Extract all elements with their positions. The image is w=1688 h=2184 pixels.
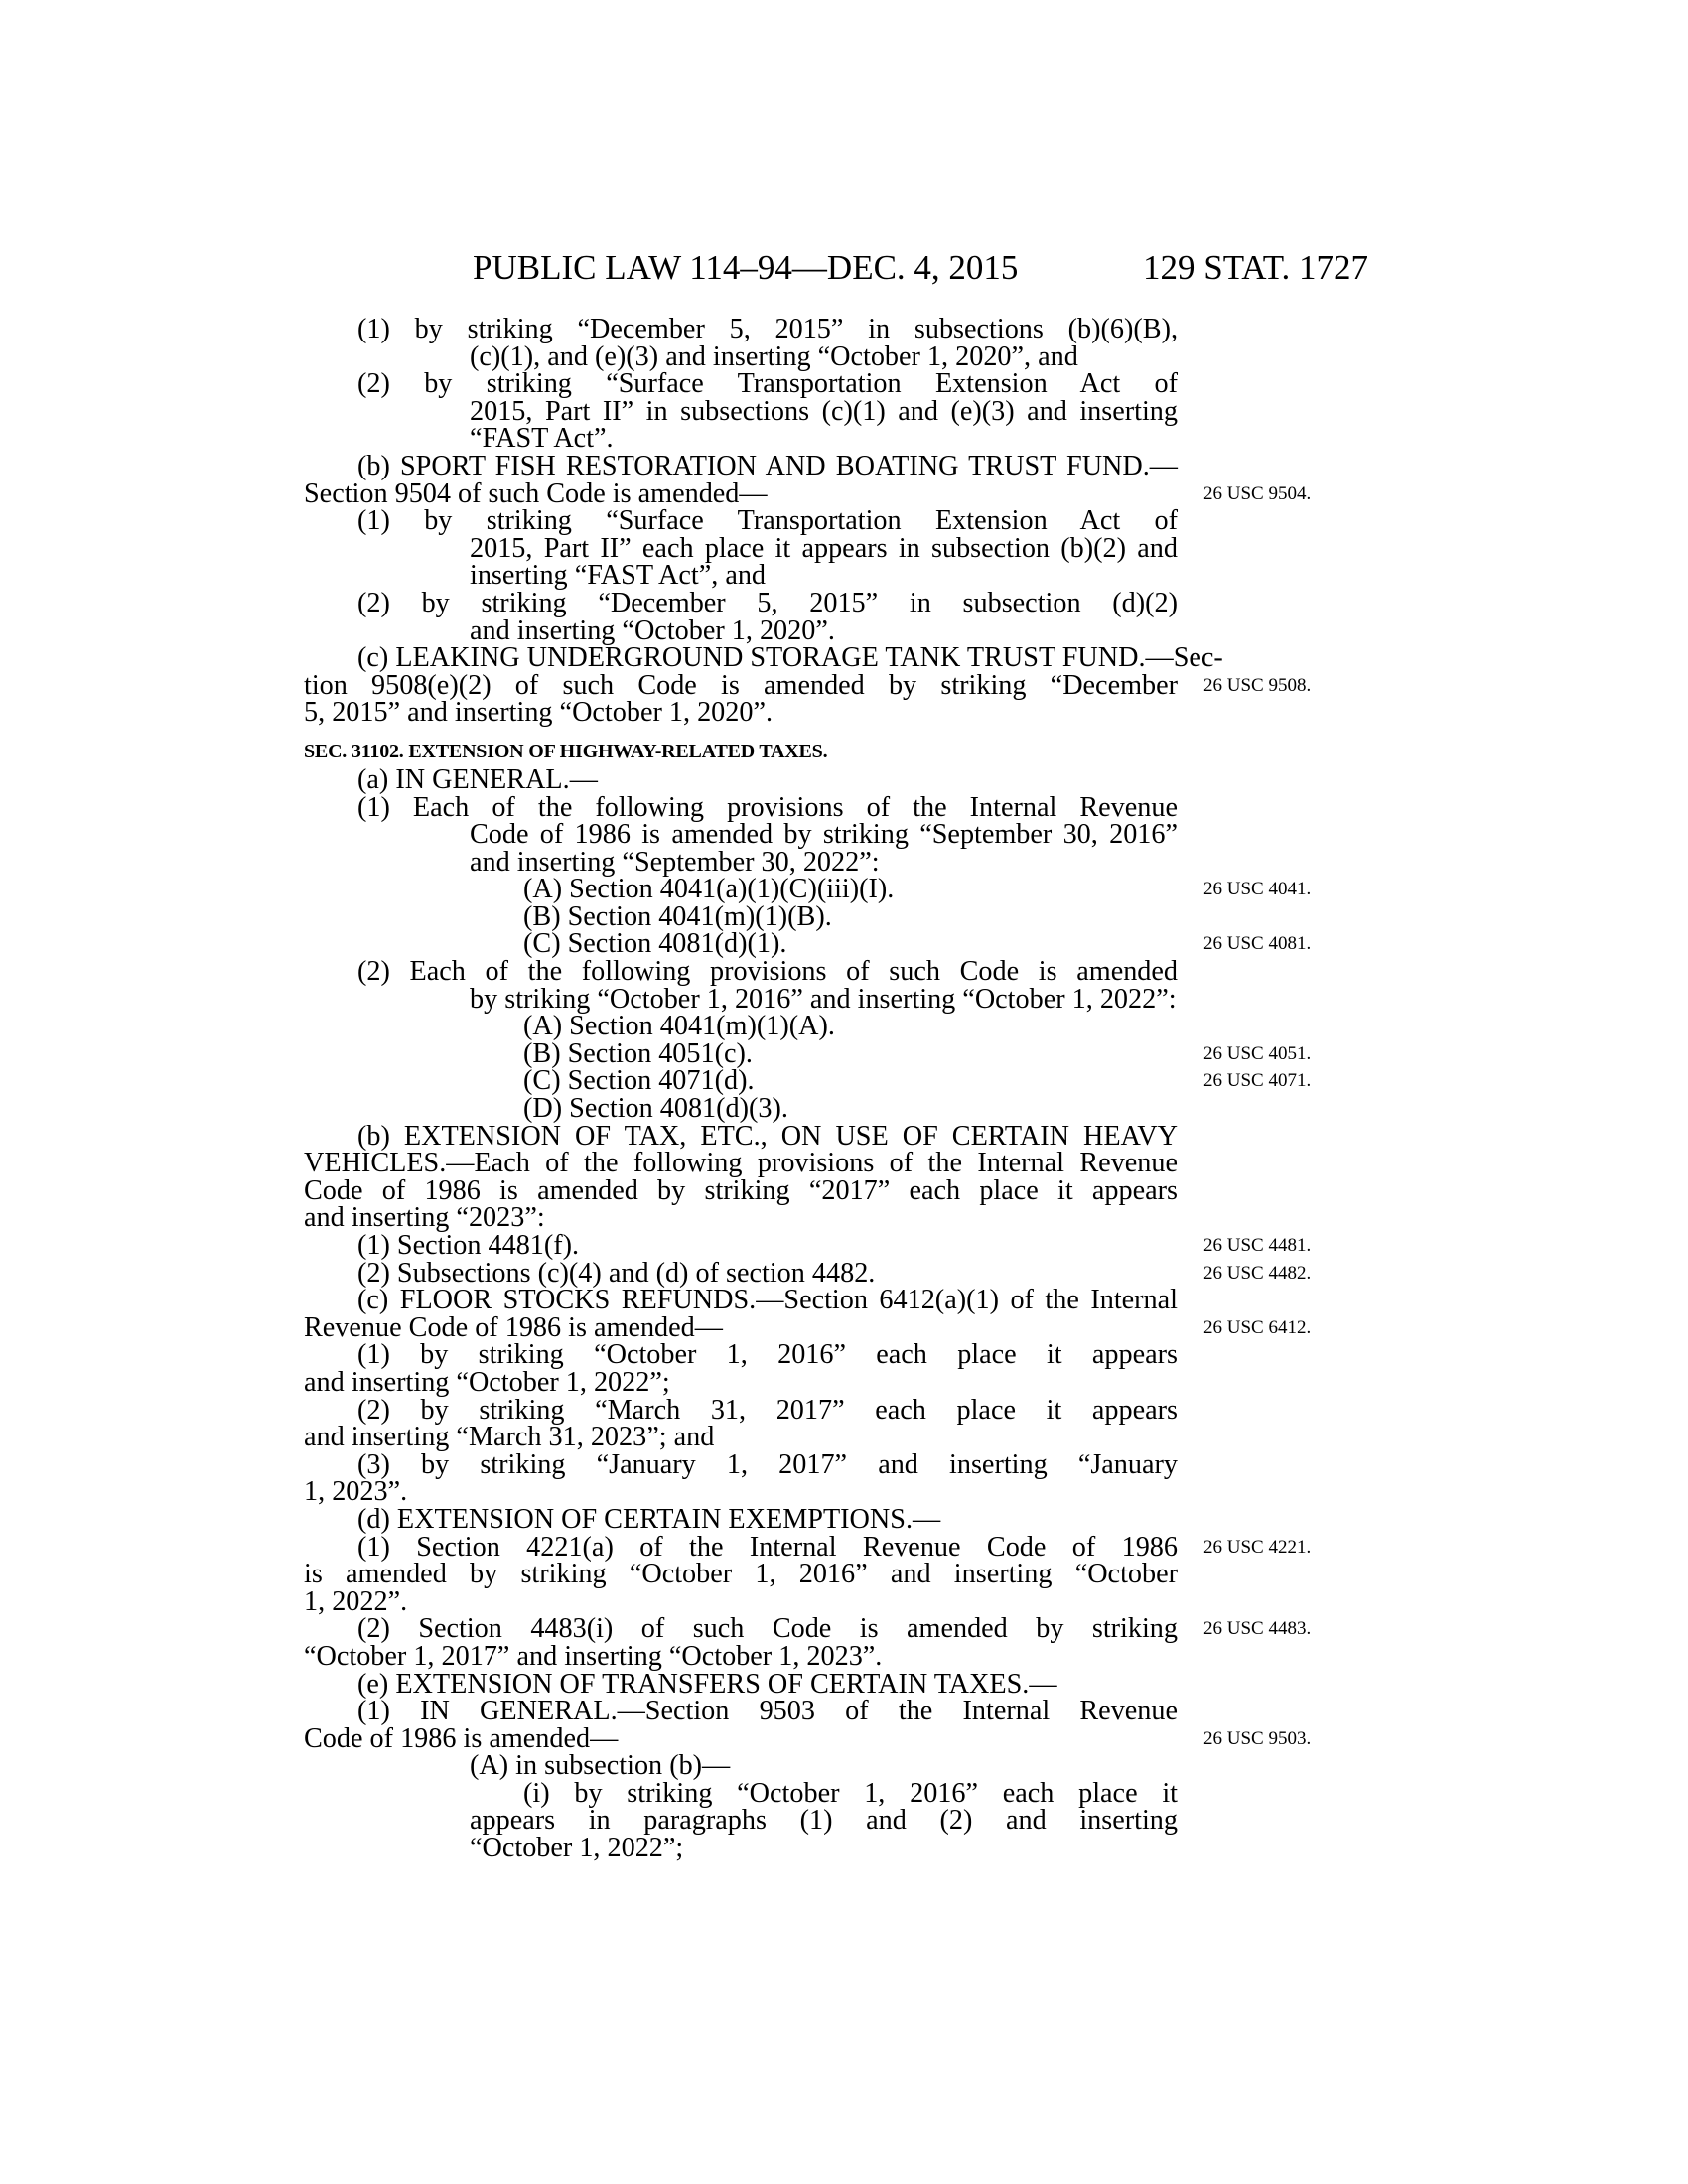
text-line: [304, 846, 1178, 878]
text-line: [304, 1065, 1312, 1097]
text-line: [304, 1095, 1178, 1123]
line-text: (c) LEAKING UNDERGROUND STORAGE TANK TRUST FUND.—Sec-: [357, 642, 1223, 674]
stat-citation: 129 STAT. 1727: [1143, 248, 1368, 287]
line-text: (b) SPORT FISH RESTORATION AND BOATING TRUST FUND.—: [357, 450, 1178, 481]
line-text: (D) Section 4081(d)(3).: [523, 1093, 788, 1125]
line-text: (2) by striking “December 5, 2015” in subsection (d)(2): [357, 587, 1178, 618]
margin-citation: 26 USC 9504.: [1203, 482, 1312, 504]
text-line: [304, 1448, 1178, 1480]
margin-citation: 26 USC 4051.: [1203, 1042, 1312, 1064]
line-text: (2) by striking “March 31, 2017” each place it appears: [357, 1394, 1178, 1426]
line-text: and inserting “March 31, 2023”; and: [304, 1422, 715, 1453]
line-text: (c) FLOOR STOCKS REFUNDS.—Section 6412(a)(1) of the Internal: [357, 1285, 1178, 1316]
line-text: (1) Section 4481(f).: [357, 1230, 580, 1261]
section-heading: [304, 727, 1178, 766]
text-line: [304, 1037, 1312, 1069]
line-text: 2015, Part II” each place it appears in subsection (b)(2) and: [470, 532, 1178, 564]
text-line: [304, 1561, 1178, 1588]
text-line: [304, 983, 1178, 1015]
line-text: and inserting “October 1, 2022”;: [304, 1366, 670, 1398]
text-line: [304, 507, 1178, 535]
text-line: [304, 450, 1178, 481]
line-text: Code of 1986 is amended by striking “September 30, 2016”: [470, 819, 1178, 851]
text-line: [304, 791, 1178, 823]
line-text: Revenue Code of 1986 is amended—: [304, 1311, 723, 1343]
text-line: [304, 1230, 1312, 1261]
line-text: (2) Each of the following provisions of such Code is amended: [357, 956, 1178, 988]
text-line: [304, 900, 1178, 932]
text-line: [304, 1204, 1178, 1232]
text-line: [304, 1531, 1312, 1563]
line-text: SEC. 31102. EXTENSION OF HIGHWAY-RELATED TAXES.: [304, 740, 828, 762]
margin-citation: 26 USC 6412.: [1203, 1316, 1312, 1338]
document-body: [304, 314, 1312, 1864]
line-text: (B) Section 4051(c).: [523, 1037, 753, 1069]
text-line: [304, 1698, 1178, 1725]
text-line: [304, 316, 1178, 343]
text-line: [304, 1503, 1178, 1535]
line-text: (1) Section 4221(a) of the Internal Revenue Code of 1986: [357, 1531, 1178, 1563]
line-text: and inserting “September 30, 2022”:: [470, 846, 880, 878]
line-text: is amended by striking “October 1, 2016” and inserting “October: [304, 1559, 1178, 1590]
line-text: (3) by striking “January 1, 2017” and inserting “January: [357, 1448, 1178, 1480]
line-text: 5, 2015” and inserting “October 1, 2020”.: [304, 697, 774, 729]
margin-citation: 26 USC 4071.: [1203, 1070, 1312, 1092]
text-line: [304, 1311, 1312, 1343]
line-text: (1) Each of the following provisions of the Internal Revenue: [357, 791, 1178, 823]
text-line: [304, 928, 1312, 960]
line-text: “FAST Act”.: [470, 423, 614, 455]
text-line: [304, 478, 1312, 509]
line-text: (2) Subsections (c)(4) and (d) of section 4482.: [357, 1257, 876, 1289]
line-text: Code of 1986 is amended—: [304, 1722, 619, 1754]
line-text: (e) EXTENSION OF TRANSFERS OF CERTAIN TAXES.—: [357, 1668, 1057, 1700]
text-line: [304, 1777, 1178, 1809]
page-header: [473, 246, 1368, 290]
text-line: [304, 1807, 1178, 1835]
line-text: (d) EXTENSION OF CERTAIN EXEMPTIONS.—: [357, 1503, 941, 1535]
line-text: (B) Section 4041(m)(1)(B).: [523, 900, 832, 932]
line-text: (a) IN GENERAL.—: [357, 763, 598, 795]
line-text: Code of 1986 is amended by striking “2017” each place it appears: [304, 1174, 1178, 1206]
margin-citation: 26 USC 4481.: [1203, 1235, 1312, 1256]
line-text: and inserting “2023”:: [304, 1202, 545, 1234]
text-line: [304, 1287, 1178, 1314]
line-text: (A) Section 4041(m)(1)(A).: [523, 1011, 835, 1042]
line-text: (1) by striking “December 5, 2015” in subsections (b)(6)(B),: [357, 314, 1178, 344]
text-line: [304, 1640, 1178, 1672]
line-text: “October 1, 2022”;: [470, 1833, 684, 1864]
margin-citation: 26 USC 9503.: [1203, 1727, 1312, 1749]
margin-citation: 26 USC 9508.: [1203, 674, 1312, 696]
text-line: [304, 1835, 1178, 1862]
text-line: [304, 669, 1312, 701]
text-line: [304, 1120, 1178, 1152]
text-line: [304, 958, 1178, 986]
text-line: [304, 763, 1178, 795]
text-line: [304, 642, 1223, 674]
line-text: (A) Section 4041(a)(1)(C)(iii)(I).: [523, 874, 895, 905]
line-text: 1, 2023”.: [304, 1476, 408, 1508]
text-line: [304, 1585, 1178, 1617]
line-text: 2015, Part II” in subsections (c)(1) and (e)(3) and inserting: [470, 395, 1178, 427]
line-text: 1, 2022”.: [304, 1585, 408, 1617]
law-title: PUBLIC LAW 114–94—DEC. 4, 2015: [473, 248, 1019, 287]
text-line: [304, 1257, 1312, 1289]
margin-citation: 26 USC 4221.: [1203, 1536, 1312, 1558]
line-text: (2) by striking “Surface Transportation Extension Act of: [357, 368, 1178, 400]
text-line: [304, 1174, 1178, 1206]
line-text: (A) in subsection (b)—: [470, 1750, 731, 1782]
margin-citation: 26 USC 4041.: [1203, 879, 1312, 900]
text-line: [304, 562, 1178, 590]
text-line: [304, 874, 1312, 905]
text-line: [304, 1150, 1178, 1177]
text-line: [304, 587, 1178, 618]
text-line: [304, 821, 1178, 849]
line-text: tion 9508(e)(2) of such Code is amended by striking “December: [304, 669, 1178, 701]
line-text: appears in paragraphs (1) and (2) and inserting: [470, 1805, 1178, 1837]
line-text: inserting “FAST Act”, and: [470, 560, 767, 592]
text-line: [304, 1341, 1178, 1369]
line-text: (1) by striking “Surface Transportation Extension Act of: [357, 505, 1178, 537]
line-text: (b) EXTENSION OF TAX, ETC., ON USE OF CERTAIN HEAVY: [357, 1120, 1178, 1152]
text-line: [304, 1613, 1312, 1645]
line-text: (1) by striking “October 1, 2016” each place it appears: [357, 1339, 1178, 1371]
line-text: VEHICLES.—Each of the following provisions of the Internal Revenue: [304, 1148, 1178, 1179]
text-line: [304, 699, 1178, 727]
text-line: [304, 1013, 1178, 1040]
margin-citation: 26 USC 4482.: [1203, 1262, 1312, 1284]
line-text: (1) IN GENERAL.—Section 9503 of the Internal Revenue: [357, 1696, 1178, 1727]
text-line: [304, 1424, 1178, 1451]
margin-citation: 26 USC 4081.: [1203, 933, 1312, 955]
text-line: [304, 614, 1178, 646]
line-text: (C) Section 4081(d)(1).: [523, 928, 787, 960]
margin-citation: 26 USC 4483.: [1203, 1618, 1312, 1640]
line-text: (C) Section 4071(d).: [523, 1065, 755, 1097]
text-line: [304, 425, 1178, 453]
text-line: [304, 395, 1178, 427]
text-line: [304, 343, 1178, 371]
line-text: (2) Section 4483(i) of such Code is amended by striking: [357, 1613, 1178, 1645]
text-line: [304, 1366, 1178, 1398]
text-line: [304, 1394, 1178, 1426]
text-line: [304, 1668, 1178, 1700]
text-line: [304, 532, 1178, 564]
line-text: by striking “October 1, 2016” and inserting “October 1, 2022”:: [470, 983, 1177, 1015]
line-text: Section 9504 of such Code is amended—: [304, 478, 768, 509]
text-line: [304, 1722, 1312, 1754]
text-line: [304, 1752, 1178, 1780]
text-line: [304, 1478, 1178, 1506]
line-text: and inserting “October 1, 2020”.: [470, 614, 835, 646]
line-text: (i) by striking “October 1, 2016” each place it: [523, 1777, 1178, 1809]
line-text: “October 1, 2017” and inserting “October 1, 2023”.: [304, 1640, 883, 1672]
text-line: [304, 370, 1178, 398]
line-text: (c)(1), and (e)(3) and inserting “October 1, 2020”, and: [470, 341, 1078, 372]
